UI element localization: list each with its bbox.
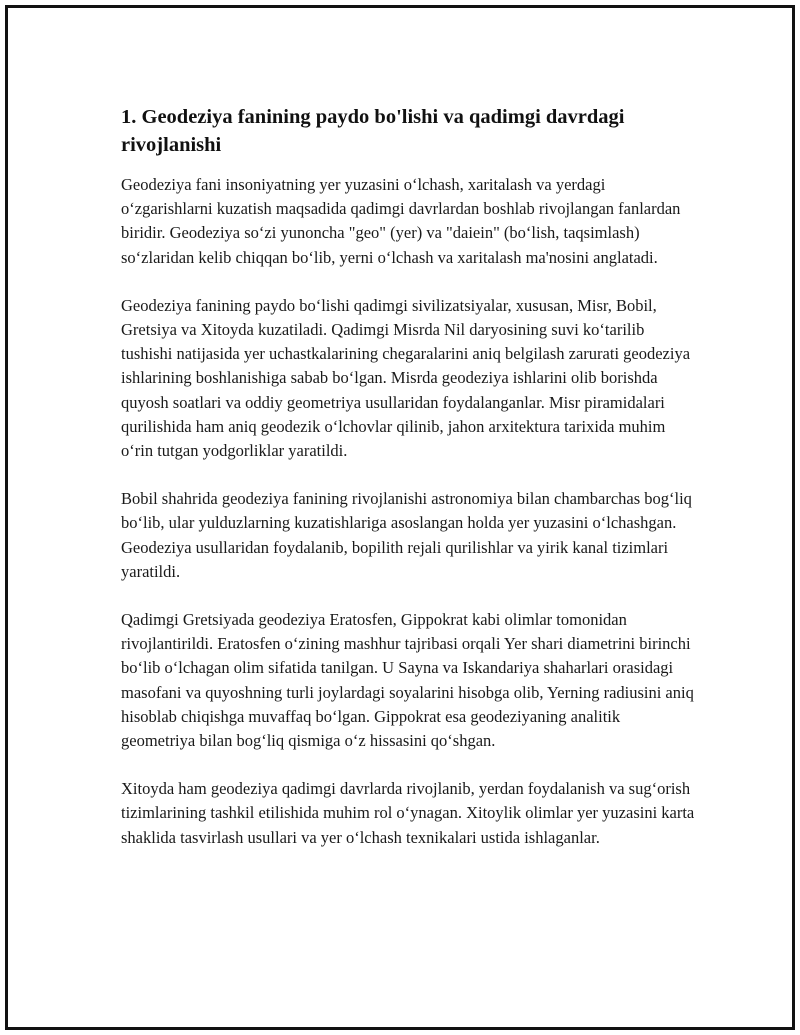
paragraph-babylon: Bobil shahrida geodeziya fanining rivojlanishi astronomiya bilan chambarchas bog‘liq bo‘lib, ular yulduzlarning kuzatishlariga asoslangan holda yer yuzasini o‘lchashgan. Geodeziya usullaridan foydalanib, bopilith rejali qurilishlar va yirik kanal tizimlari yaratildi.: [121, 489, 692, 581]
section-heading: 1. Geodeziya fanining paydo bo'lishi va qadimgi davrdagi rivojlanishi: [121, 106, 625, 156]
paragraph-origins: Geodeziya fanining paydo bo‘lishi qadimgi sivilizatsiyalar, xususan, Misr, Bobil, Gretsiya va Xitoyda kuzatiladi. Qadimgi Misrda Nil daryosining suvi ko‘tarilib tushishi natijasida yer uchastkalarining chegaralarini aniq belgilash zarurati geodeziya ishlarining boshlanishiga sabab bo‘lgan. Misrda geodeziya ishlarini olib borishda quyosh soatlari va oddiy geometriya usullaridan foydalanganlar. Misr piramidalari qurilishida ham aniq geodezik o‘lchovlar qilinib, jahon arxitektura tarixida muhim o‘rin tutgan yodgorliklar yaratildi.: [121, 295, 691, 461]
paragraph-greece: Qadimgi Gretsiyada geodeziya Eratosfen, Gippokrat kabi olimlar tomonidan rivojlantirildi. Eratosfen o‘zining mashhur tajribasi orqali Yer shari diametrini birinchi bo‘lib o‘lchagan olim sifatida tanilgan. U Sayna va Iskandariya shaharlari orasidagi masofani va quyoshning turli joylardagi soyalarini hisobga olib, Yerning radiusini aniq hisoblab chiqishga muvaffaq bo‘lgan. Gippokrat esa geodeziyaning analitik geometriya bilan bog‘liq qismiga o‘z hissasini qo‘shgan.: [121, 610, 694, 751]
paragraph-china: Xitoyda ham geodeziya qadimgi davrlarda rivojlanib, yerdan foydalanish va sug‘orish tizimlarining tashkil etilishida muhim rol o‘ynagan. Xitoylik olimlar yer yuzasini karta shaklida tasvirlash usullari va yer o‘lchash texnikalari ustida ishlaganlar.: [121, 779, 695, 847]
page-frame: [5, 5, 795, 1030]
paragraph-intro: Geodeziya fani insoniyatning yer yuzasini o‘lchash, xaritalash va yerdagi o‘zgarishlarni kuzatish maqsadida qadimgi davrlardan boshlab rivojlangan fanlardan biridir. Geodeziya so‘zi yunoncha "geo" (yer) va "daiein" (bo‘lish, taqsimlash) so‘zlaridan kelib chiqqan bo‘lib, yerni o‘lchash va xaritalash ma'nosini anglatadi.: [121, 175, 681, 267]
document-body: [121, 103, 696, 874]
